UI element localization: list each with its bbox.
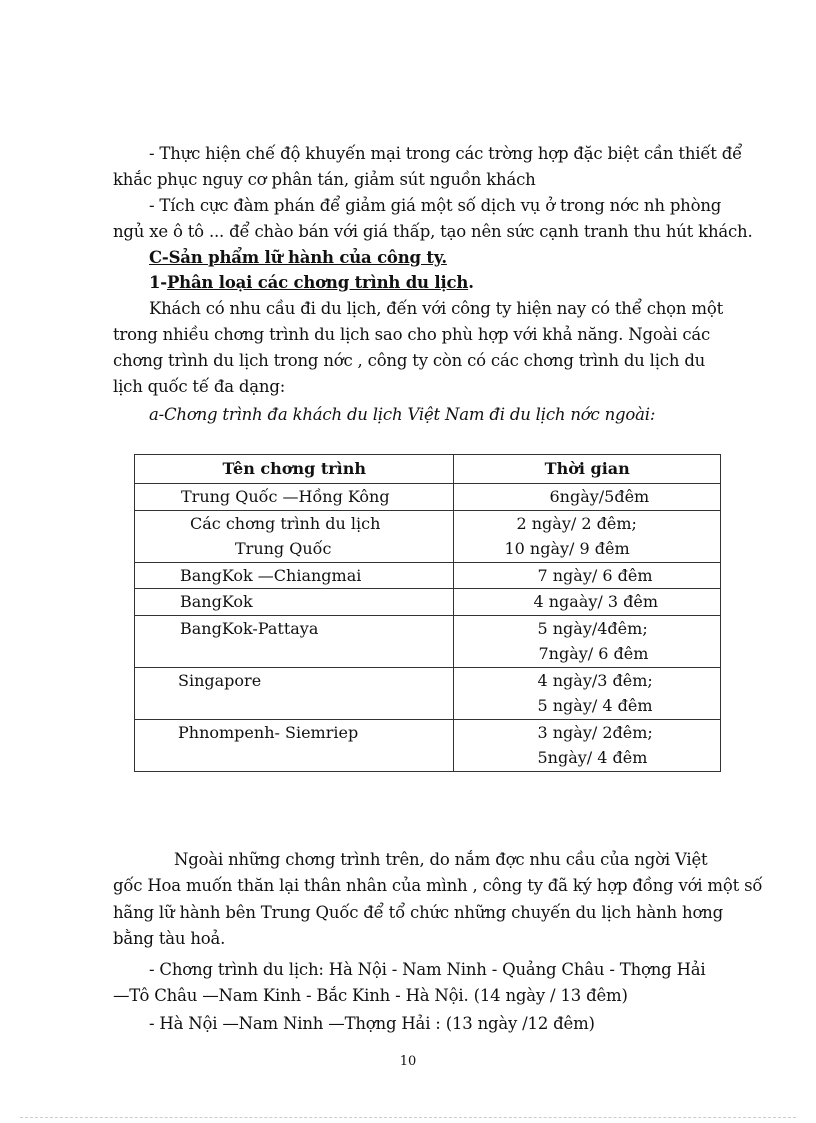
paragraph-line: ngủ xe ô tô ... để chào bán với giá thấp, tạo nên sức cạnh tranh thu hút khách. xyxy=(113,222,753,241)
column-header-program: Tên chơng trình xyxy=(135,455,454,484)
table-row xyxy=(135,615,721,667)
table-caption: a-Chơng trình đa khách du lịch Việt Nam đi du lịch nớc ngoài: xyxy=(149,405,656,424)
table-row xyxy=(135,589,721,616)
program-name: Phnompenh- Siemriep xyxy=(178,722,359,742)
duration-cell xyxy=(454,562,721,589)
subsection-end: . xyxy=(468,273,474,292)
table-row xyxy=(135,510,721,562)
duration-text: 7 ngày/ 6 đêm xyxy=(537,565,653,585)
table-row xyxy=(135,484,721,511)
paragraph-line: lịch quốc tế đa dạng: xyxy=(113,377,286,396)
paragraph-line: chơng trình du lịch trong nớc , công ty còn có các chơng trình du lịch du xyxy=(113,351,706,370)
duration-text: 3 ngày/ 2đêm; xyxy=(537,722,653,742)
program-name: Singapore xyxy=(178,670,262,690)
paragraph-line: hãng lữ hành bên Trung Quốc để tổ chức những chuyến du lịch hành hơng xyxy=(113,903,723,922)
program-name: BangKok —Chiangmai xyxy=(180,565,362,585)
duration-text: 6ngày/5đêm xyxy=(549,487,650,506)
duration-cell xyxy=(454,589,721,616)
duration-text: 5ngày/ 4 đêm xyxy=(537,748,648,767)
duration-text: 4 ngaày/ 3 đêm xyxy=(533,592,659,611)
duration-text: 5 ngày/4đêm; xyxy=(537,618,648,638)
paragraph-line: gốc Hoa muốn thăn lại thân nhân của mình , công ty đã ký hợp đồng với một số xyxy=(113,876,763,895)
paragraph-line: Khách có nhu cầu đi du lịch, đến với công ty hiện nay có thể chọn một xyxy=(149,299,723,318)
duration-cell xyxy=(454,484,721,511)
program-cell xyxy=(135,510,454,562)
duration-text: 10 ngày/ 9 đêm xyxy=(504,539,630,558)
page-bottom-divider xyxy=(20,1117,796,1118)
duration-cell xyxy=(454,667,721,719)
program-cell xyxy=(135,615,454,667)
paragraph-line: —Tô Châu —Nam Kinh - Bắc Kinh - Hà Nội. (14 ngày / 13 đêm) xyxy=(113,986,628,1005)
table-row xyxy=(135,719,721,771)
duration-cell xyxy=(454,719,721,771)
table-header-row xyxy=(135,455,721,484)
program-cell xyxy=(135,719,454,771)
table-row xyxy=(135,562,721,589)
paragraph-line: - Tích cực đàm phán để giảm giá một số dịch vụ ở trong nớc nh phòng xyxy=(149,196,722,215)
paragraph-line: khắc phục nguy cơ phân tán, giảm sút nguồn khách xyxy=(113,170,536,189)
subsection-heading xyxy=(149,271,749,295)
duration-text: 7ngày/ 6 đêm xyxy=(538,644,649,663)
program-name: BangKok xyxy=(180,592,253,611)
paragraph-line: - Thực hiện chế độ khuyến mại trong các trờng hợp đặc biệt cần thiết để xyxy=(149,144,743,163)
paragraph-line: Ngoài những chơng trình trên, do nắm đợc nhu cầu của ngời Việt xyxy=(174,850,708,869)
section-heading: C-Sản phẩm lữ hành của công ty. xyxy=(149,248,447,267)
subsection-number: 1- xyxy=(149,273,167,292)
duration-text: 5 ngày/ 4 đêm xyxy=(537,696,653,715)
page-number: 10 xyxy=(399,1054,417,1069)
paragraph-line: bằng tàu hoả. xyxy=(113,929,226,948)
table-row xyxy=(135,667,721,719)
program-name: Các chơng trình du lịch xyxy=(190,513,381,533)
paragraph-line: - Hà Nội —Nam Ninh —Thợng Hải : (13 ngày /12 đêm) xyxy=(149,1014,595,1033)
program-cell xyxy=(135,589,454,616)
program-cell xyxy=(135,562,454,589)
subsection-title: Phân loại các chơng trình du lịch xyxy=(166,273,469,292)
paragraph-line: trong nhiều chơng trình du lịch sao cho phù hợp với khả năng. Ngoài các xyxy=(113,325,711,344)
program-cell xyxy=(135,484,454,511)
program-cell xyxy=(135,667,454,719)
program-name: BangKok-Pattaya xyxy=(180,618,319,638)
duration-text: 4 ngày/3 đêm; xyxy=(537,670,653,690)
paragraph-line: - Chơng trình du lịch: Hà Nội - Nam Ninh - Quảng Châu - Thợng Hải xyxy=(149,960,706,979)
duration-cell xyxy=(454,510,721,562)
duration-text: 2 ngày/ 2 đêm; xyxy=(516,513,637,533)
duration-cell xyxy=(454,615,721,667)
tour-table xyxy=(134,454,721,772)
program-name: Trung Quốc xyxy=(235,539,332,558)
program-name: Trung Quốc —Hồng Kông xyxy=(181,487,390,506)
column-header-duration: Thời gian xyxy=(454,455,721,484)
